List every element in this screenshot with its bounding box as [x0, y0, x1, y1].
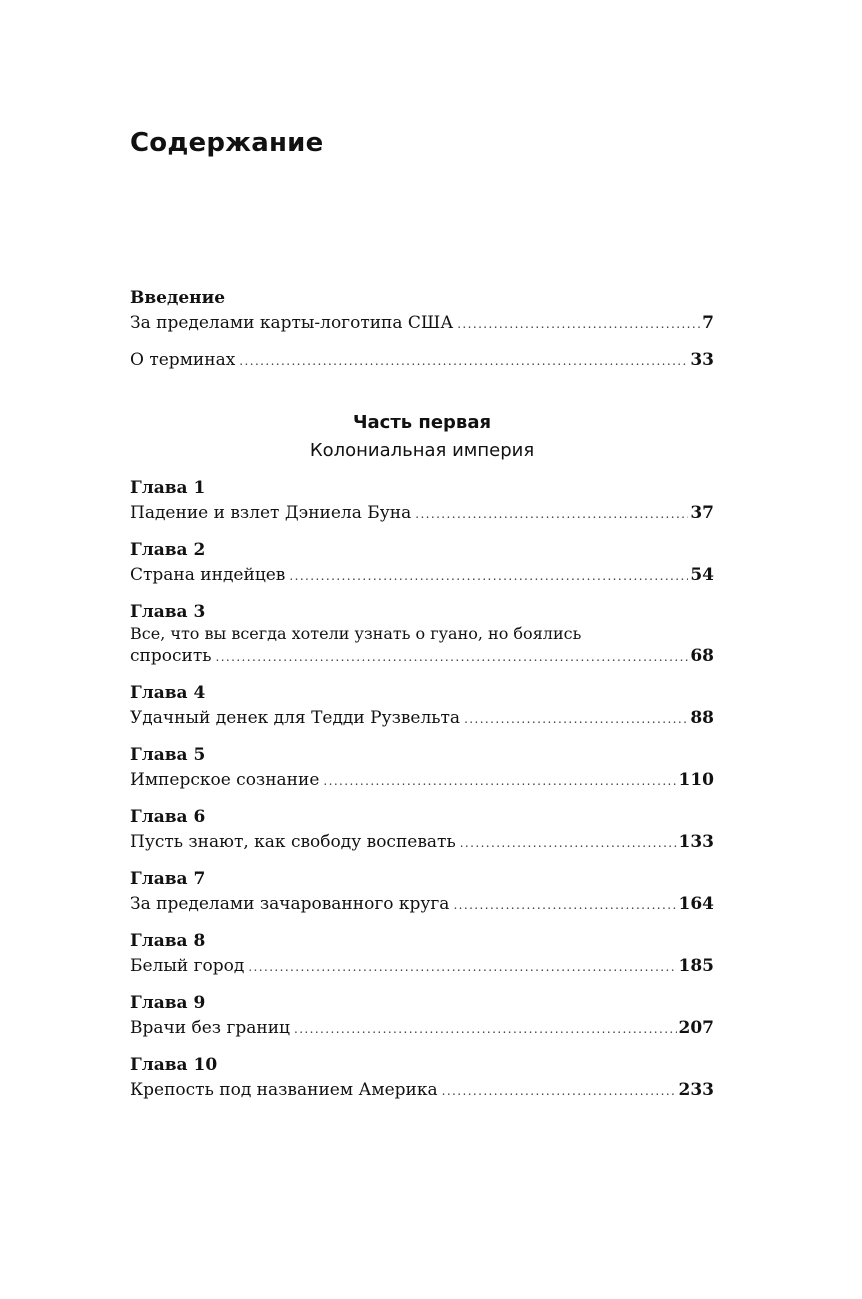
- chapter-entry: [130, 681, 714, 732]
- chapter-label: Глава 10: [130, 1055, 218, 1075]
- chapter-entry: [130, 991, 714, 1042]
- chapter-title: Пусть знают, как свободу воспевать: [130, 832, 456, 852]
- chapter-page-number: 164: [678, 894, 714, 914]
- chapter-label: Глава 2: [130, 540, 206, 560]
- chapter-title: Белый город: [130, 956, 245, 976]
- toc-entry: [130, 500, 714, 527]
- toc-entry: [130, 310, 714, 337]
- dot-leader: [215, 644, 688, 670]
- chapter-title: За пределами зачарованного круга: [130, 894, 450, 914]
- chapter-entry: [130, 476, 714, 527]
- chapter-page-number: 54: [690, 565, 714, 585]
- toc-entry: [130, 1015, 714, 1042]
- chapter-title: Врачи без границ: [130, 1018, 290, 1038]
- dot-leader: [248, 954, 676, 980]
- toc-entry: [130, 1077, 714, 1104]
- chapter-page-number: 37: [690, 503, 714, 523]
- dot-leader: [289, 563, 688, 589]
- chapter-page-number: 68: [690, 646, 714, 666]
- chapter-entry: [130, 1053, 714, 1104]
- chapter-entry: [130, 805, 714, 856]
- chapter-label: Глава 1: [130, 478, 206, 498]
- chapter-page-number: 207: [678, 1018, 714, 1038]
- chapter-entry: [130, 867, 714, 918]
- chapter-list: [130, 476, 714, 1115]
- dot-leader: [294, 1016, 677, 1042]
- dot-leader: [239, 348, 688, 374]
- dot-leader: [460, 830, 677, 856]
- dot-leader: [442, 1078, 677, 1104]
- chapter-entry: [130, 600, 714, 670]
- part-heading: [130, 410, 714, 466]
- introduction-label: Введение: [130, 288, 226, 308]
- chapter-title: спросить: [130, 646, 212, 666]
- entry-page-number: 33: [690, 350, 714, 370]
- toc-entry: [130, 643, 714, 670]
- toc-entry: [130, 767, 714, 794]
- chapter-title: Падение и взлет Дэниела Буна: [130, 503, 412, 523]
- chapter-entry: [130, 538, 714, 589]
- introduction-section: [130, 286, 714, 384]
- chapter-label: Глава 3: [130, 602, 206, 622]
- toc-entry: [130, 891, 714, 918]
- chapter-label: Глава 4: [130, 683, 206, 703]
- chapter-label: Глава 7: [130, 869, 206, 889]
- dot-leader: [457, 311, 700, 337]
- chapter-page-number: 233: [678, 1080, 714, 1100]
- chapter-title: Имперское сознание: [130, 770, 320, 790]
- chapter-title-line: Все, что вы всегда хотели узнать о гуано, но боялись: [130, 624, 582, 643]
- chapter-title: Крепость под названием Америка: [130, 1080, 438, 1100]
- chapter-label: Глава 9: [130, 993, 206, 1013]
- chapter-entry: [130, 743, 714, 794]
- dot-leader: [453, 892, 676, 918]
- chapter-page-number: 110: [678, 770, 714, 790]
- part-subtitle: Колониальная империя: [309, 440, 535, 461]
- chapter-label: Глава 8: [130, 931, 206, 951]
- chapter-entry: [130, 929, 714, 980]
- part-title: Часть первая: [352, 412, 492, 433]
- dot-leader: [415, 501, 688, 527]
- dot-leader: [323, 768, 676, 794]
- chapter-page-number: 185: [678, 956, 714, 976]
- page-title: Содержание: [130, 128, 324, 158]
- entry-title: О терминах: [130, 350, 236, 370]
- chapter-title: Удачный денек для Тедди Рузвельта: [130, 708, 461, 728]
- chapter-page-number: 88: [690, 708, 714, 728]
- chapter-label: Глава 6: [130, 807, 206, 827]
- toc-entry: [130, 953, 714, 980]
- entry-title: За пределами карты-логотипа США: [130, 313, 454, 333]
- toc-entry: [130, 705, 714, 732]
- chapter-label: Глава 5: [130, 745, 206, 765]
- toc-entry: [130, 829, 714, 856]
- toc-entry: [130, 562, 714, 589]
- toc-entry: [130, 347, 714, 374]
- dot-leader: [464, 706, 688, 732]
- entry-page-number: 7: [702, 313, 714, 333]
- chapter-title: Страна индейцев: [130, 565, 286, 585]
- chapter-page-number: 133: [678, 832, 714, 852]
